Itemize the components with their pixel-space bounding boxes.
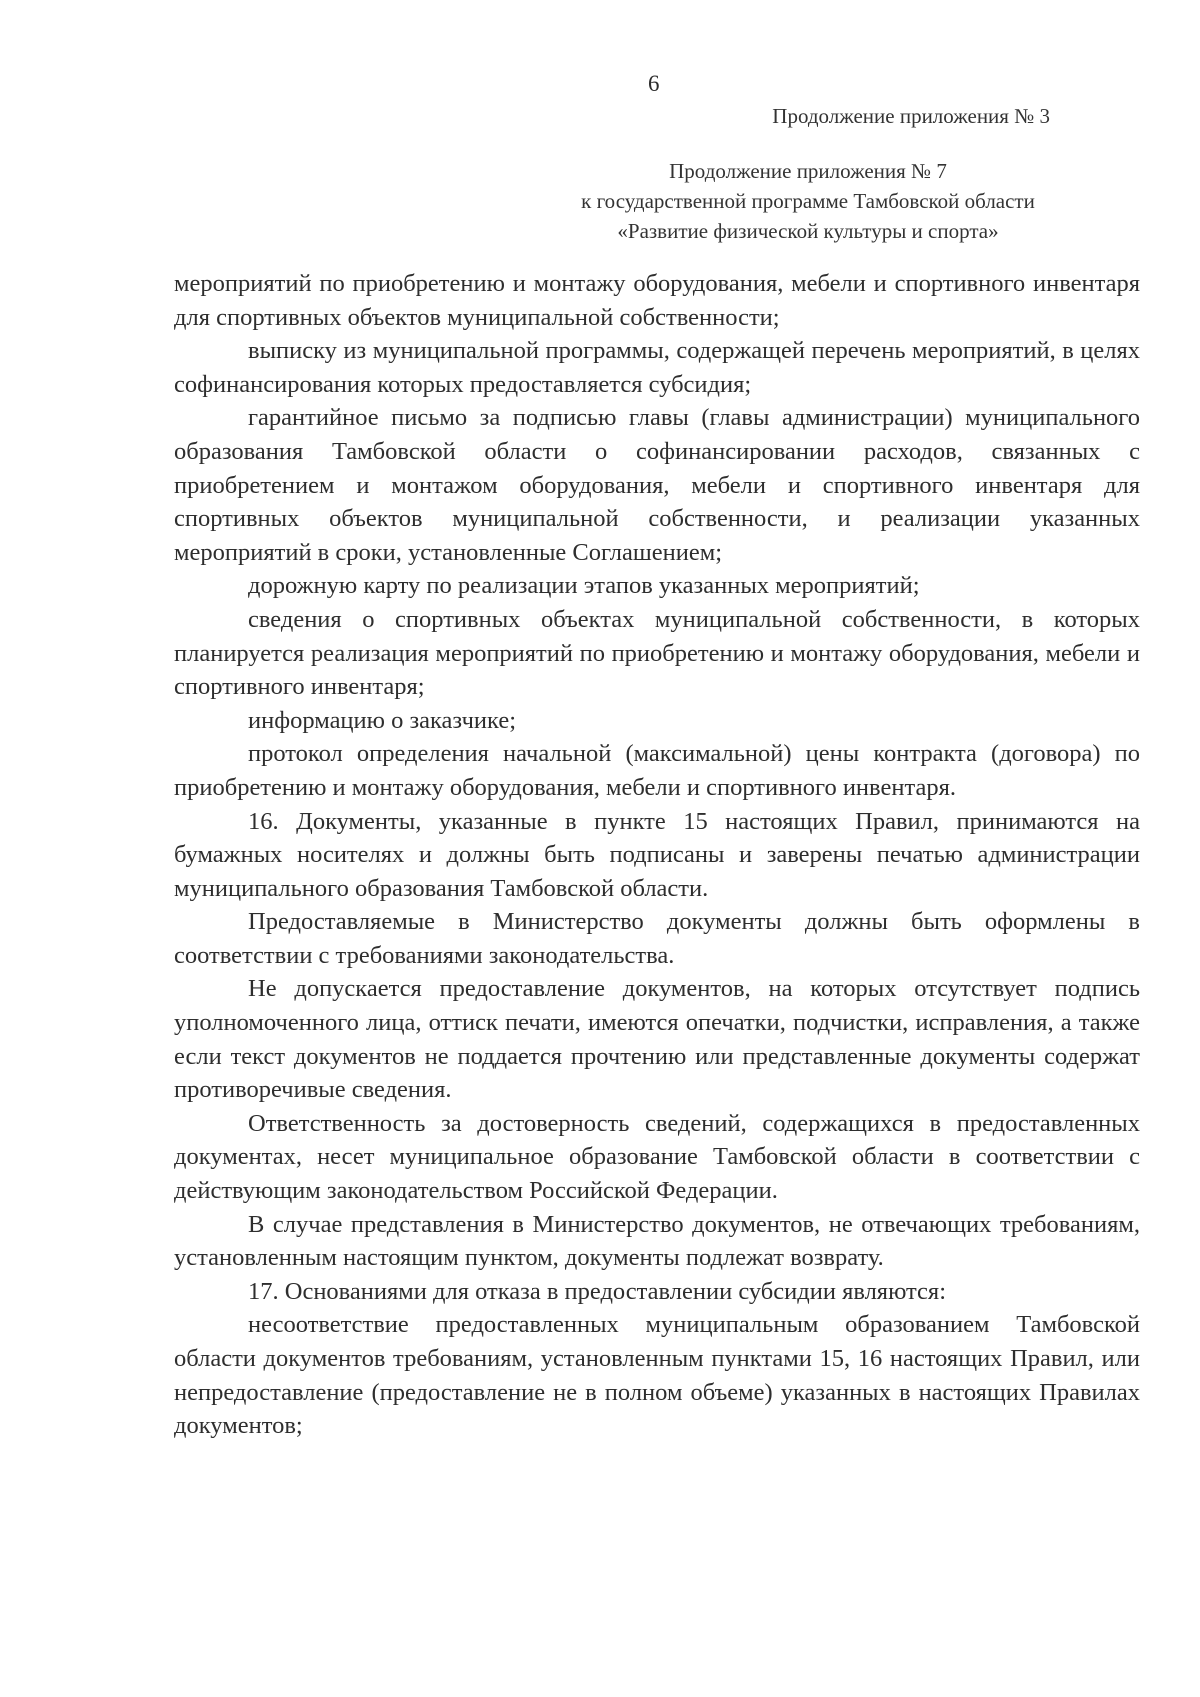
document-body [174,267,1140,1443]
paragraph: выписку из муниципальной программы, содержащей перечень мероприятий, в целях софинансирования которых предоставляется субсидия; [174,337,1140,398]
paragraph: 16. Документы, указанные в пункте 15 настоящих Правил, принимаются на бумажных носителях и должны быть подписаны и заверены печатью администрации муниципального образования Тамбовской области. [174,807,1140,902]
appendix-continuation-note: Продолжение приложения № 3 [772,104,1050,128]
paragraph: несоответствие предоставленных муниципальным образованием Тамбовской области документов требованиям, установленным пунктами 15, 16 настоящих Правил, или непредоставление (предоставление не в полном объеме) указанных в настоящих Правилах документов; [174,1311,1140,1440]
paragraph: Предоставляемые в Министерство документы должны быть оформлены в соответствии с требованиями законодательства. [174,908,1140,969]
paragraph: 17. Основаниями для отказа в предоставлении субсидии являются: [248,1277,947,1305]
paragraph: В случае представления в Министерство документов, не отвечающих требованиям, установленным настоящим пунктом, документы подлежат возврату. [174,1210,1140,1272]
paragraph: мероприятий по приобретению и монтажу оборудования, мебели и спортивного инвентаря для спортивных объектов муниципальной собственности; [174,270,1140,331]
appendix-header-line-3: «Развитие физической культуры и спорта» [617,219,999,243]
paragraph: дорожную карту по реализации этапов указанных мероприятий; [248,572,920,600]
paragraph: гарантийное письмо за подписью главы (главы администрации) муниципального образования Тамбовской области о софинансировании расходов, связанных с приобретением и монтажом оборудования, мебели и спортивного инвентаря для спортивных объектов муниципальной собственности, и реализации указанных мероприятий в сроки, установленные Соглашением; [174,404,1140,566]
paragraph: информацию о заказчике; [248,706,517,734]
paragraph: Не допускается предоставление документов, на которых отсутствует подпись уполномоченного лица, оттиск печати, имеются опечатки, подчистки, исправления, а также если текст документов не поддается прочтению или представленные документы содержат противоречивые сведения. [174,975,1140,1104]
paragraph: сведения о спортивных объектах муниципальной собственности, в которых планируется реализация мероприятий по приобретению и монтажу оборудования, мебели и спортивного инвентаря; [174,605,1140,701]
page-number: 6 [648,71,660,96]
appendix-header [498,156,1118,246]
appendix-header-line-2: к государственной программе Тамбовской области [581,189,1035,213]
paragraph: протокол определения начальной (максимальной) цены контракта (договора) по приобретению и монтажу оборудования, мебели и спортивного инвентаря. [174,740,1140,801]
appendix-header-line-1: Продолжение приложения № 7 [669,159,947,183]
paragraph: Ответственность за достоверность сведений, содержащихся в предоставленных документах, несет муниципальное образование Тамбовской области в соответствии с действующим законодательством Российской Федерации. [174,1109,1140,1205]
